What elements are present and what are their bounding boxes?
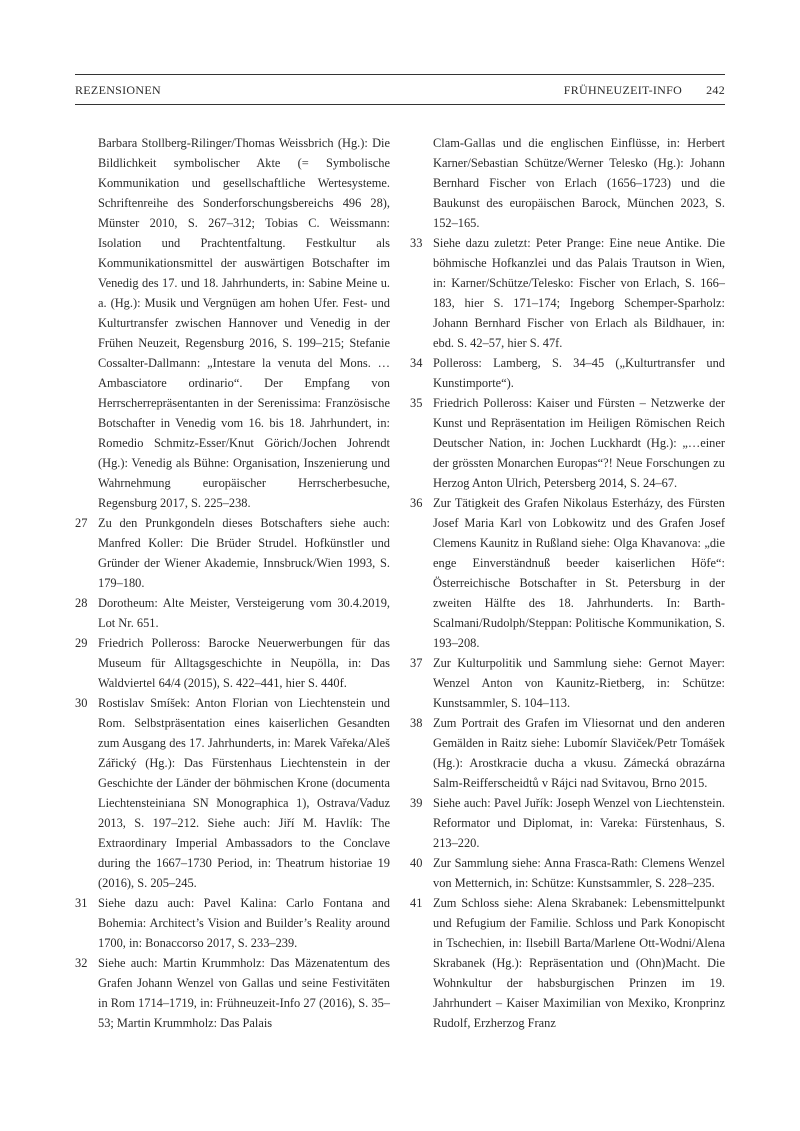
footnote-text: Siehe dazu zuletzt: Peter Prange: Eine neue Antike. Die böhmische Hofkanzlei und das Palais Trautson in Wien, in: Karner/Schütze/Telesko: Fischer von Erlach, S. 166–183, hier S. 171–174; Ingeborg Schemper-Sparholz: Johann Bernhard Fischer von Erlach als Bildhauer, in: ebd. S. 42–57, hier S. 47f. (433, 236, 725, 350)
footnote-text: Siehe auch: Pavel Juřík: Joseph Wenzel von Liechtenstein. Reformator und Diplomat, in: Vareka: Fürstenhaus, S. 213–220. (433, 796, 725, 850)
footnote-30 (75, 693, 390, 893)
footnote-number: 36 (410, 496, 423, 510)
header-row (75, 83, 725, 98)
right-column (410, 133, 725, 1033)
footnote-number: 30 (75, 696, 88, 710)
footnote-number: 28 (75, 596, 88, 610)
footnote-text: Zum Schloss siehe: Alena Skrabanek: Lebensmittelpunkt und Refugium der Familie. Schloss und Park Konopischt in Tschechien, in: Ilsebill Barta/Marlene Ott-Wodni/Alena Skrabanek (Hg.): Repräsentation und (Ohn)Macht. Die Wohnkultur der habsburgischen Prinzen im 19. Jahrhundert – Kaiser Maximilian von Mexiko, Kronprinz Rudolf, Erzherzog Franz (433, 896, 725, 1030)
footnote-31 (75, 893, 390, 953)
footnote-text: Zu den Prunkgondeln dieses Botschafters siehe auch: Manfred Koller: Die Brüder Strudel. Hofkünstler und Gründer der Wiener Akademie, Innsbruck/Wien 1993, S. 179–180. (98, 516, 390, 590)
footnote-continued (75, 133, 390, 513)
page-number: 242 (706, 83, 725, 97)
running-header (75, 74, 725, 105)
footnote-number: 33 (410, 236, 423, 250)
footnote-28 (75, 593, 390, 633)
footnote-text: Rostislav Smíšek: Anton Florian von Liechtenstein und Rom. Selbstpräsentation eines kaiserlichen Gesandten zum Ausgang des 17. Jahrhunderts, in: Marek Vařeka/Aleš Zářický (Hg.): Das Fürstenhaus Liechtenstein in der Geschichte der Länder der böhmischen Krone (documenta Liechtensteiniana SN Monographica 1), Ostrava/Vaduz 2013, S. 197–212. Siehe auch: Jiří M. Havlík: The Extraordinary Imperial Ambassadors to the Conclave during the 1667–1730 Period, in: Theatrum historiae 19 (2016), S. 205–245. (98, 696, 390, 890)
footnote-37 (410, 653, 725, 713)
footnote-text: Zur Kulturpolitik und Sammlung siehe: Gernot Mayer: Wenzel Anton von Kaunitz-Rietberg, in: Schütze: Kunstsammler, S. 104–113. (433, 656, 725, 710)
footnote-number: 38 (410, 716, 423, 730)
footnote-text: Zur Tätigkeit des Grafen Nikolaus Esterházy, des Fürsten Josef Maria Karl von Lobkowitz und des Grafen Josef Clemens Kaunitz in Rußland siehe: Olga Khavanova: „die enge Einverständnuß beeder kaiserlichen Höfe“: Österreichische Botschafter in St. Petersburg in der zweiten Hälfte des 18. Jahrhunderts. In: Barth-Scalmani/Rudolph/Steppan: Politische Kommunikation, S. 193–208. (433, 496, 725, 650)
footnote-text: Siehe dazu auch: Pavel Kalina: Carlo Fontana and Bohemia: Architect’s Vision and Builder’s Reality around 1700, in: Bonaccorso 2017, S. 233–239. (98, 896, 390, 950)
footnote-40 (410, 853, 725, 893)
footnote-32 (75, 953, 390, 1033)
footnote-number: 29 (75, 636, 88, 650)
footnote-number: 37 (410, 656, 423, 670)
footnote-number: 40 (410, 856, 423, 870)
left-column (75, 133, 390, 1033)
footnote-text: Barbara Stollberg-Rilinger/Thomas Weissbrich (Hg.): Die Bildlichkeit symbolischer Akte (= Symbolische Kommunikation und gesellschaftliche Wertesysteme. Schriftenreihe des Sonderforschungsbereichs 496 28), Münster 2010, S. 267–312; Tobias C. Weissmann: Isolation und Prachtentfaltung. Festkultur als Kommunikationsmittel der auswärtigen Botschafter im Venedig des 17. und 18. Jahrhunderts, in: Sabine Meine u. a. (Hg.): Musik und Vergnügen am hohen Ufer. Fest- und Kulturtransfer zwischen Hannover und Venedig in der Frühen Neuzeit, Regensburg 2016, S. 199–215; Stefanie Cossalter-Dallmann: „Intestare la venuta del Mons. … Ambasciatore ordinario“. Der Empfang von Herrscherrepräsentanten in der Serenissima: Französische Botschafter in Venedig vom 16. bis 18. Jahrhundert, in: Romedio Schmitz-Esser/Knut Görich/Jochen Johrendt (Hg.): Venedig als Bühne: Organisation, Inszenierung und Wahrnehmung europäischer Herrscherbesuche, Regensburg 2017, S. 225–238. (98, 136, 390, 510)
footnote-text: Siehe auch: Martin Krummholz: Das Mäzenatentum des Grafen Johann Wenzel von Gallas und seine Festivitäten in Rom 1714–1719, in: Frühneuzeit-Info 27 (2016), S. 35–53; Martin Krummholz: Das Palais (98, 956, 390, 1030)
footnote-text: Polleross: Lamberg, S. 34–45 („Kulturtransfer und Kunstimporte“). (433, 356, 725, 390)
header-bottom-rule (75, 104, 725, 105)
footnote-number: 35 (410, 396, 423, 410)
header-right (564, 83, 725, 98)
footnote-number: 39 (410, 796, 423, 810)
footnote-text: Clam-Gallas und die englischen Einflüsse, in: Herbert Karner/Sebastian Schütze/Werner Telesko (Hg.): Johann Bernhard Fischer von Erlach (1656–1723) und die Baukunst des europäischen Barock, München 2023, S. 152–165. (433, 136, 725, 230)
footnote-number: 31 (75, 896, 88, 910)
footnote-36 (410, 493, 725, 653)
footnote-41 (410, 893, 725, 1033)
footnote-34 (410, 353, 725, 393)
footnote-35 (410, 393, 725, 493)
footnote-number: 41 (410, 896, 423, 910)
header-top-rule (75, 74, 725, 75)
footnote-number: 34 (410, 356, 423, 370)
section-title: REZENSIONEN (75, 83, 161, 97)
footnote-39 (410, 793, 725, 853)
footnote-text: Friedrich Polleross: Kaiser und Fürsten – Netzwerke der Kunst und Repräsentation im Heiligen Römischen Reich Deutscher Nation, in: Jochen Luckhardt (Hg.): „…einer der grössten Monarchen Europas“?! Neue Forschungen zu Herzog Anton Ulrich, Petersberg 2014, S. 24–67. (433, 396, 725, 490)
footnote-27 (75, 513, 390, 593)
footnote-38 (410, 713, 725, 793)
footnote-text: Friedrich Polleross: Barocke Neuerwerbungen für das Museum für Alltagsgeschichte in Neupölla, in: Das Waldviertel 64/4 (2015), S. 422–441, hier S. 440f. (98, 636, 390, 690)
footnote-33 (410, 233, 725, 353)
footnote-number: 27 (75, 516, 88, 530)
footnote-text: Zur Sammlung siehe: Anna Frasca-Rath: Clemens Wenzel von Metternich, in: Schütze: Kunstsammler, S. 228–235. (433, 856, 725, 890)
footnote-text: Zum Portrait des Grafen im Vliesornat und den anderen Gemälden in Raitz siehe: Lubomír Slaviček/Petr Tomášek (Hg.): Arostkracie ducha a vkusu. Zámecká obrazárna Salm-Reifferscheidtů v Rájci nad Svitavou, Brno 2015. (433, 716, 725, 790)
footnote-32-continued (410, 133, 725, 233)
footnote-text: Dorotheum: Alte Meister, Versteigerung vom 30.4.2019, Lot Nr. 651. (98, 596, 390, 630)
journal-title: FRÜHNEUZEIT-INFO (563, 83, 683, 97)
footnote-29 (75, 633, 390, 693)
footnote-number: 32 (75, 956, 88, 970)
